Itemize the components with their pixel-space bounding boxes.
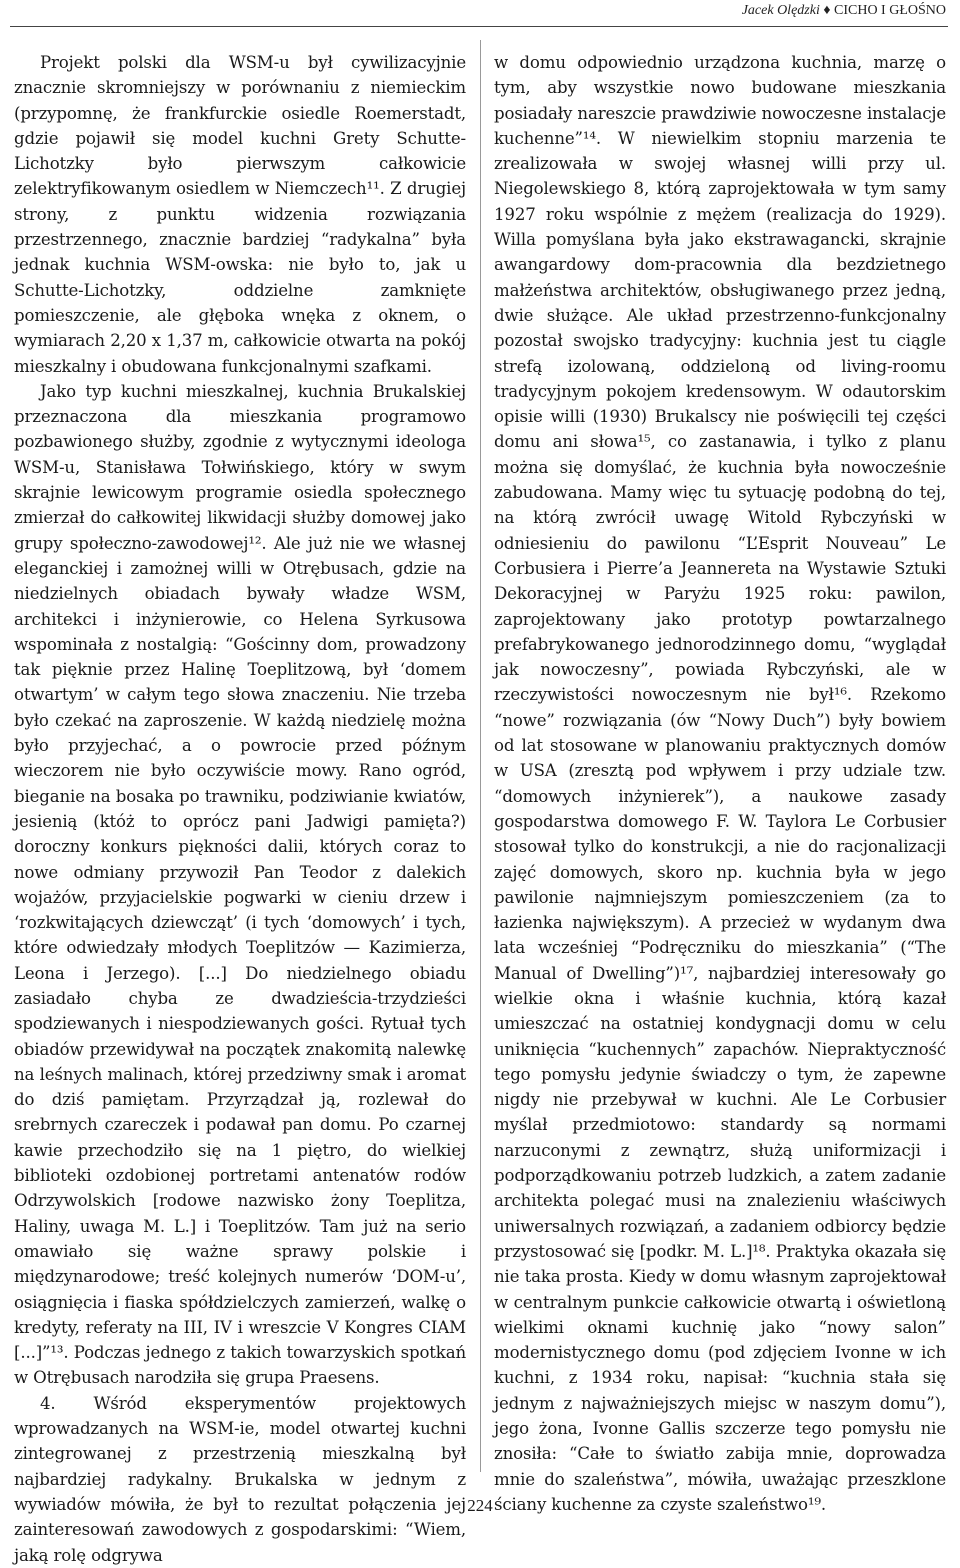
running-head-author: Jacek Olędzki: [741, 3, 820, 18]
page-number: 224: [467, 1496, 493, 1515]
paragraph: w domu odpowiednio urządzona kuchnia, marzę o tym, aby wszystkie nowo budowane mieszkania posiadały nareszcie prawdziwie nowoczesne instalacje kuchenne”¹⁴. W niewielkim stopniu marzenia te zrealizowała w swojej własnej willi przy ul. Niegolewskiego 8, którą zaprojektowała w tym samy 1927 roku wspólnie z mężem (realizacja do 1929). Willa pomyślana była jako ekstrawagancki, skrajnie awangardowy dom-pracownia dla bezdzietnego małżeństwa architektów, obsługiwanego przez jedną, dwie służące. Ale układ przestrzenno-funkcjonalny pozostał swojsko tradycyjny: kuchnia jest tu ciągle strefą izolowaną, oddzieloną od living-roomu tradycyjnym pokojem kredensowym. W odautorskim opisie willi (1930) Brukalscy nie poświęcili tej części domu ani słowa¹⁵, co zastanawia, i tylko z planu można się domyślać, że kuchnia była nowocześnie zabudowana. Mamy więc tu sytuację podobną do tej, na którą zwrócił uwagę Witold Rybczyński w odniesieniu do pawilonu “L’Esprit Nouveau” Le Corbusiera i Pierre’a Jeannereta na Wystawie Sztuki Dekoracyjnej w Paryżu 1925 roku: pawilon, zaprojektowany jako prototyp powtarzalnego prefabrykowanego jednorodzinnego domu, “wyglądał jak nowoczesny”, powiada Rybczyński, ale w rzeczywistości nowoczesnym nie był¹⁶. Rzekomo “nowe” rozwiązania (ów “Nowy Duch”) były bowiem od lat stosowane w planowaniu praktycznych domów w USA (zresztą pod wpływem i przy udziale tzw. “domowych inżynierek”), a naukowe zasady gospodarstwa domowego F. W. Taylora Le Corbusier stosował tylko do konstrukcji, a nie do racjonalizacji zajęć domowych, skoro np. kuchnia była w jego pawilonie najmniejszym pomieszczeniem (za to łazienka największym). A przecież w wydanym dwa lata wcześniej “Podręczniku do mieszkania” (“The Manual of Dwelling”)¹⁷, najbardziej interesowały go wielkie okna i właśnie kuchnia, którą kazał umieszczać na ostatniej kondygnacji domu w celu uniknięcia “kuchennych” zapachów. Niepraktyczność tego pomysłu jedynie świadczy o tym, że zapewne nigdy nie przebywał w kuchni. Ale Le Corbusier myślał przedmiotowo: standardy są normami narzuconymi z zewnątrz, służą uniformizacji i podporządkowaniu potrzeb ludzkich, a zatem zadanie architekta polegać musi na znalezieniu właściwych uniwersalnych rozwiązań, a zadaniem odbiorcy będzie przystosować się [podkr. M. L.]¹⁸. Praktyka okazała się nie taka prosta. Kiedy w domu własnym zaprojektował w centralnym punkcie całkowicie otwartą i oświetloną wielkimi oknami kuchnię jako “nowy salon” modernistycznego domu (pod zdjęciem Ivonne w ich kuchni, z 1934 roku, napisał: “kuchnia stała się jednym z najważniejszych miejsc w naszym domu”), jego żona, Ivonne Gallis szczerze tego pomysłu nie znosiła: “Całe to światło zabija mnie, doprowadza mnie do szaleństwa”, mówiła, uważając przeszklone ściany kuchenne za czyste szaleństwo¹⁹.: [494, 53, 946, 1514]
right-column: [494, 50, 946, 1517]
paragraph: 4. Wśród eksperymentów projektowych wprowadzanych na WSM-ie, model otwartej kuchni zintegrowanej z przestrzenią mieszkalną był najbardziej radykalny. Brukalska w jednym z wywiadów mówiła, że był to rezultat połączenia jej zainteresowań zawodowych z gospodarskimi: “Wiem, jaką rolę odgrywa: [14, 1393, 466, 1565]
paragraph: Jako typ kuchni mieszkalnej, kuchnia Brukalskiej przeznaczona dla mieszkania programowo pozbawionego służby, zgodnie z wytycznymi ideologa WSM-u, Stanisława Tołwińskiego, który w swym skrajnie lewicowym programie osiedla społecznego zmierzał do całkowitej likwidacji służby domowej jako grupy społeczno-zawodowej¹². Ale już nie we własnej eleganckiej i zamożnej willi w Otrębusach, gdzie na niedzielnych obiadach bywały władze WSM, architekci i inżynierowie, co Helena Syrkusowa wspominała z nostalgią: “Gościnny dom, prowadzony tak pięknie przez Halinę Toeplitzową, był ‘domem otwartym’ w całym tego słowa znaczeniu. Nie trzeba było czekać na zaproszenie. W każdą niedzielę można było przyjechać, a o powrocie przed późnym wieczorem nie było oczywiście mowy. Rano ogród, bieganie na bosaka po trawniku, podziwianie kwiatów, jesienią (któż to oprócz pani Jadwigi pamięta?) doroczny konkurs piękności dalii, których coraz to nowe odmiany przywoził Pan Teodor z dalekich wojażów, przyjacielskie pogwarki w cieniu drzew i ‘rozkwitających dziewcząt’ (i tych ‘domowych’ i tych, które odwiedzały młodych Toeplitzów — Kazimierza, Leona i Jerzego). [...] Do niedzielnego obiadu zasiadało chyba ze dwadzieścia-trzydzieści spodziewanych i niespodziewanych gości. Rytuał tych obiadów przewidywał na początek znakomitą nalewkę na leśnych malinach, której przedziwny smak i aromat do dziś pamiętam. Przyrządzał ją, rozlewał do srebrnych czareczek i podawał pan domu. Po czarnej kawie przechodziło się na 1 piętro, do wielkiej biblioteki ozdobionej portretami antenatów rodów Odrzywolskich [rodowe nazwisko żony Toeplitza, Haliny, uwaga M. L.] i Toeplitzów. Tam już na serio omawiało się ważne sprawy polskie i międzynarodowe; treść kolejnych numerów ‘DOM-u’, osiągnięcia i fiaska spółdzielczych zamierzeń, walkę o kredyty, referaty na III, IV i wreszcie V Kongres CIAM [...]”¹³. Podczas jednego z takich towarzyskich spotkań w Otrębusach narodziła się grupa Praesens.: [14, 381, 466, 1388]
left-column: [14, 50, 466, 1568]
running-head-title: CICHO I GŁOŚNO: [834, 3, 946, 18]
running-head: [742, 3, 946, 19]
header-rule: [10, 26, 948, 27]
diamond-separator-icon: ♦: [823, 3, 831, 18]
paragraph: Projekt polski dla WSM-u był cywilizacyjnie znacznie skromniejszy w porównaniu z niemieckim (przypomnę, że frankfurckie osiedle Roemerstadt, gdzie pojawił się model kuchni Grety Schutte-Lichotzky było pierwszym całkowicie zelektryfikowanym osiedlem w Niemczech¹¹. Z drugiej strony, z punktu widzenia rozwiązania przestrzennego, znacznie bardziej “radykalna” była jednak kuchnia WSM-owska: nie było to, jak u Schutte-Lichotzky, oddzielne zamknięte pomieszczenie, ale głęboka wnęka z oknem, o wymiarach 2,20 x 1,37 m, całkowicie otwarta na pokój mieszkalny i obudowana funkcjonalnymi szafkami.: [14, 53, 466, 376]
column-divider: [480, 40, 481, 1472]
